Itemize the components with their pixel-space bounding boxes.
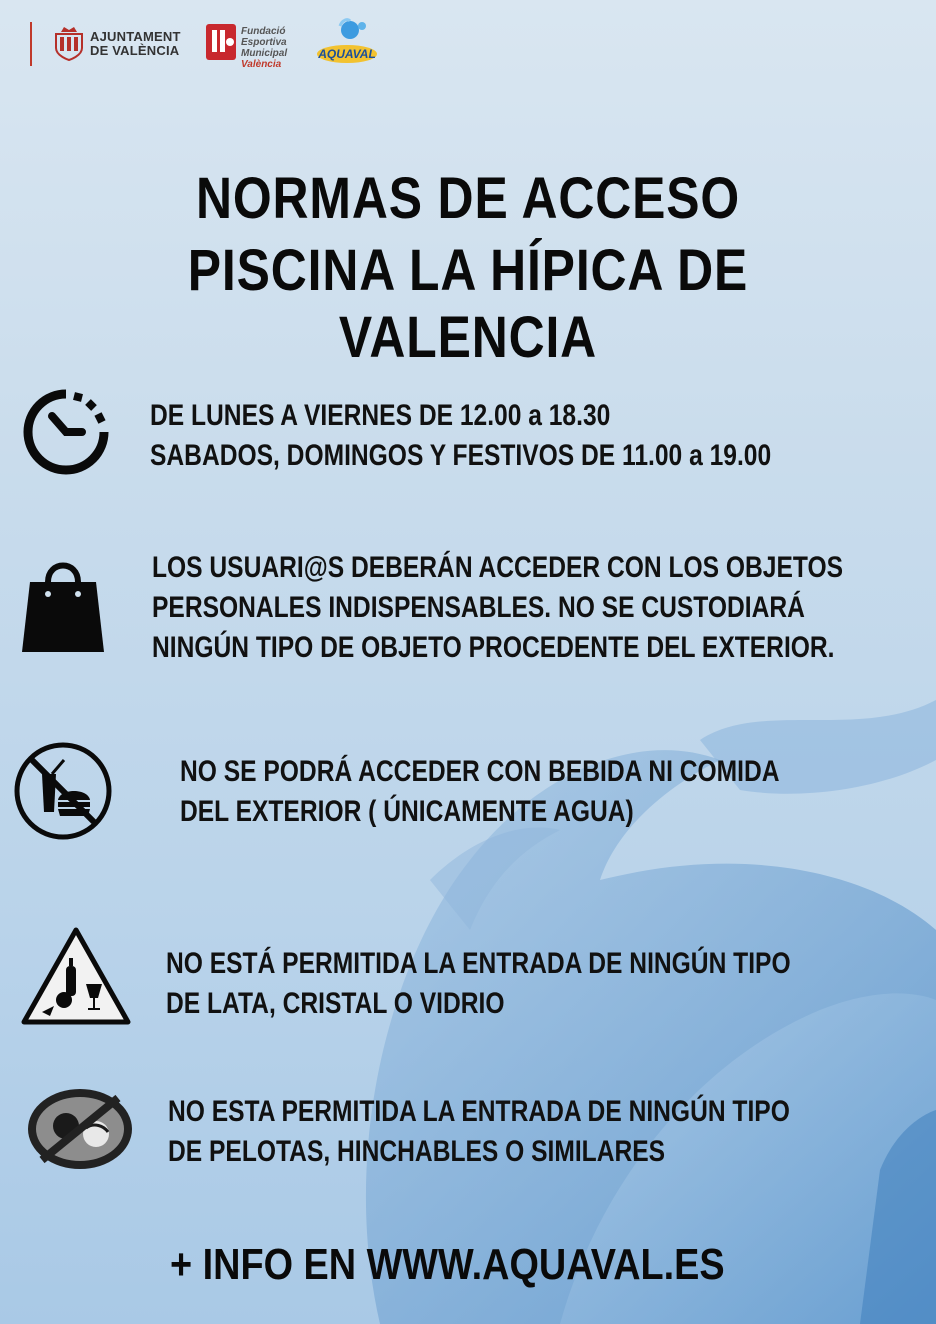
rule-line: DE LUNES A VIERNES DE 12.00 a 18.30 [150, 399, 611, 432]
fdm-text [241, 26, 287, 70]
rule-line: PERSONALES INDISPENSABLES. NO SE CUSTODIARÁ [152, 591, 805, 624]
page-title-line1: NORMAS DE ACCESO [195, 166, 741, 231]
rule-line: LOS USUARI@S DEBERÁN ACCEDER CON LOS OBJETOS [152, 551, 844, 584]
rule-line: NO ESTÁ PERMITIDA LA ENTRADA DE NINGÚN TIPO [166, 947, 791, 980]
fdm-logo [204, 20, 314, 68]
rule-line: DE LATA, CRISTAL O VIDRIO [166, 987, 505, 1020]
aquaval-logo-text: AQUAVAL [318, 47, 376, 61]
clock-icon [22, 388, 110, 476]
aquaval-logo [314, 18, 380, 70]
ajuntament-text [90, 30, 181, 58]
fdm-line2: Esportiva [241, 37, 287, 48]
ajuntament-line2: DE VALÈNCIA [90, 43, 180, 58]
shopping-bag-icon [20, 552, 106, 654]
fdm-line1: Fundació [241, 26, 286, 37]
no-glass-warning-icon [20, 926, 132, 1026]
page-title-line2: PISCINA LA HÍPICA DE VALENCIA [187, 238, 749, 370]
rule-line: NINGÚN TIPO DE OBJETO PROCEDENTE DEL EXTERIOR. [152, 631, 835, 664]
no-balls-icon [24, 1086, 136, 1172]
valencia-crest-icon [52, 24, 86, 62]
more-info-link-text: + INFO EN WWW.AQUAVAL.ES [170, 1240, 725, 1289]
rule-line: DE PELOTAS, HINCHABLES O SIMILARES [168, 1135, 666, 1168]
rule-line: DEL EXTERIOR ( ÚNICAMENTE AGUA) [180, 795, 634, 828]
ajuntament-line1: AJUNTAMENT [90, 29, 181, 44]
rule-line: NO ESTA PERMITIDA LA ENTRADA DE NINGÚN TIPO [168, 1095, 790, 1128]
rule-line: NO SE PODRÁ ACCEDER CON BEBIDA NI COMIDA [180, 755, 780, 788]
logo-divider [30, 22, 32, 66]
fdm-line3: Municipal [241, 48, 288, 59]
fdm-mark-icon [204, 22, 238, 62]
no-food-drink-icon [12, 740, 114, 842]
rule-line: SABADOS, DOMINGOS Y FESTIVOS DE 11.00 a 19.00 [150, 439, 772, 472]
ajuntament-logo [52, 22, 182, 66]
fdm-line4: València [241, 59, 282, 70]
